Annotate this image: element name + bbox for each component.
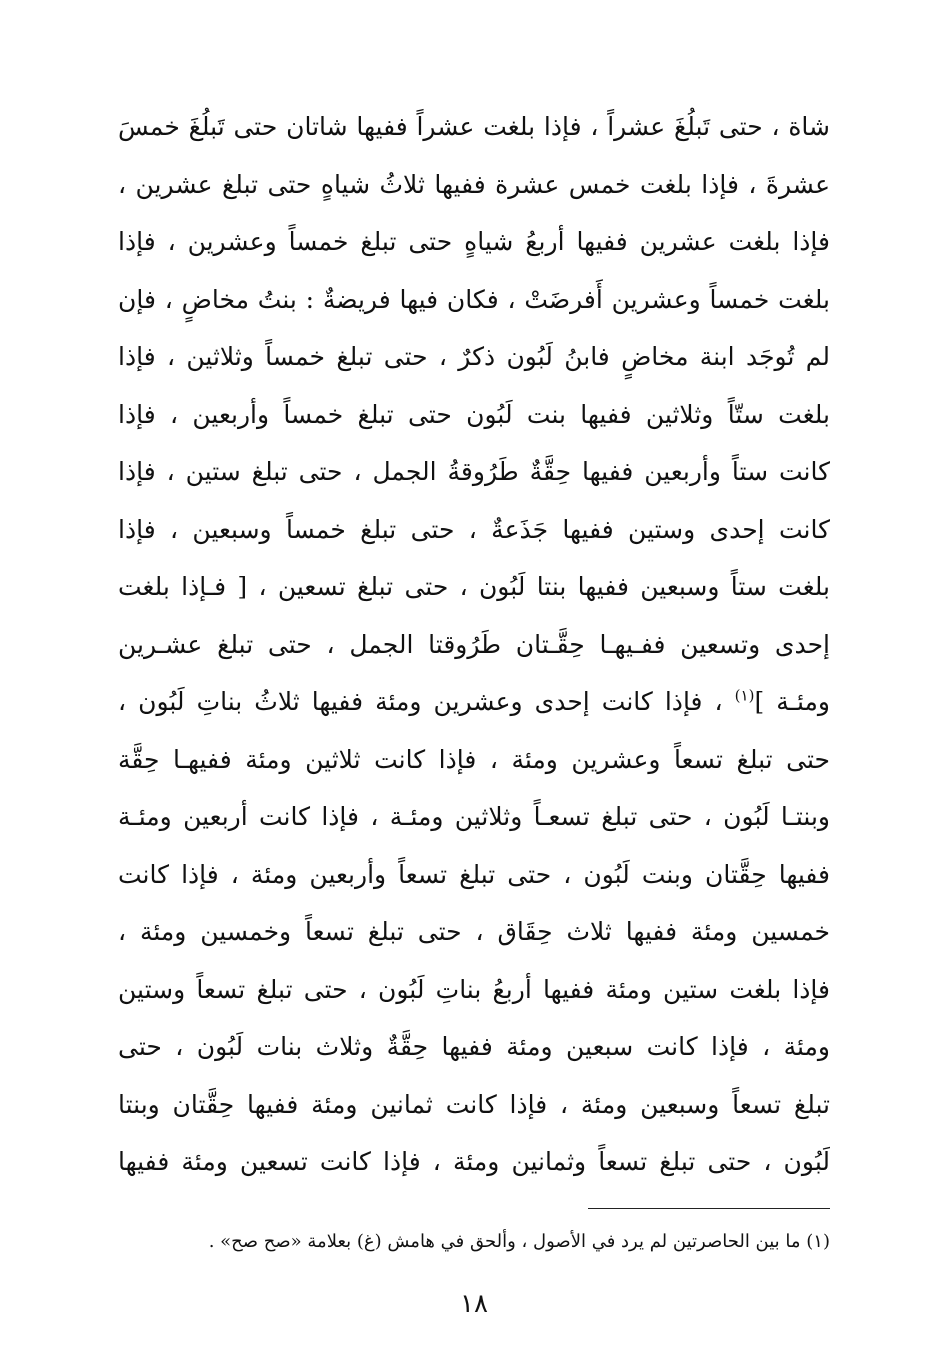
text-line-15: خمسين ومئة ففيها ثلاث حِقَاق ، حتى تبلغ تسعاً وخمسين ومئة ، (118, 917, 830, 946)
text-line-19: لَبُون ، حتى تبلغ تسعاً وثمانين ومئة ، فإذا كانت تسعين ومئة ففيها (118, 1147, 830, 1176)
footnote-divider (588, 1208, 830, 1209)
text-line-5: لم تُوجَد ابنة مخاضٍ فابنُ لَبُون ذكرٌ ، حتى تبلغ خمساً وثلاثين ، فإذا (118, 342, 830, 371)
text-line-1: شاة ، حتى تَبلُغَ عشراً ، فإذا بلغت عشراً ففيها شاتان حتى تَبلُغَ خمسَ (118, 112, 830, 141)
text-line-18: تبلغ تسعاً وسبعين ومئة ، فإذا كانت ثمانين ومئة ففيها حِقَّتان وبنتا (118, 1089, 830, 1119)
text-line-4: بلغت خمساً وعشرين أَفرضَتْ ، فكان فيها فريضةٌ : بنتُ مخاضٍ ، فإن (118, 284, 830, 314)
footnote: (١) ما بين الحاصرتين لم يرد في الأصول ، وألحق في هامش (غ) بعلامة «صح صح» . (208, 1231, 830, 1252)
text-line-7: كانت ستاً وأربعين ففيها حِقَّةٌ طَرُوقةُ الجمل ، حتى تبلغ ستين ، فإذا (118, 457, 830, 486)
text-line-11 (118, 673, 830, 731)
text-line-8: كانت إحدى وستين ففيها جَذَعةٌ ، حتى تبلغ خمساً وسبعين ، فإذا (118, 514, 830, 544)
text-line-11-end: ، فإذا كانت إحدى وعشرين ومئة ففيها ثلاثُ بناتِ لَبُون ، (118, 687, 723, 716)
text-line-6: بلغت ستّاً وثلاثين ففيها بنت لَبُون حتى تبلغ خمساً وأربعين ، فإذا (118, 399, 830, 429)
text-line-3: فإذا بلغت عشرين ففيها أربعُ شياهٍ حتى تبلغ خمساً وعشرين ، فإذا (118, 227, 830, 256)
text-line-2: عشرةَ ، فإذا بلغت خمس عشرة ففيها ثلاثُ شياهٍ حتى تبلغ عشرين ، (118, 169, 830, 199)
text-line-17: ومئة ، فإذا كانت سبعين ومئة ففيها حِقَّةٌ وثلاث بنات لَبُون ، حتى (118, 1032, 830, 1061)
text-line-11-start: ومئـة ] (754, 687, 830, 716)
text-line-14: ففيها حِقَّتان وبنت لَبُون ، حتى تبلغ تسعاً وأربعين ومئة ، فإذا كانت (118, 859, 830, 889)
page-number: ١٨ (460, 1289, 488, 1319)
text-line-12: حتى تبلغ تسعاً وعشرين ومئة ، فإذا كانت ثلاثين ومئة ففيهـا حِقَّة (118, 744, 830, 774)
footnote-marker: (١) (734, 686, 755, 705)
text-line-13: وبنتـا لَبُون ، حتى تبلغ تسعـاً وثلاثين ومئـة ، فإذا كانت أربعين ومئـة (118, 802, 830, 831)
text-line-10: إحدى وتسعين ففـيهـا حِقَّـتان طَرُوقتا الجمل ، حتى تبلغ عشـرين (118, 629, 830, 659)
text-line-16: فإذا بلغت ستين ومئة ففيها أربعُ بناتِ لَبُون ، حتى تبلغ تسعاً وستين (118, 974, 830, 1004)
text-line-9: بلغت ستاً وسبعين ففيها بنتا لَبُون ، حتى تبلغ تسعين ، [ فـإذا بلغت (118, 572, 830, 601)
main-text (118, 98, 830, 1191)
